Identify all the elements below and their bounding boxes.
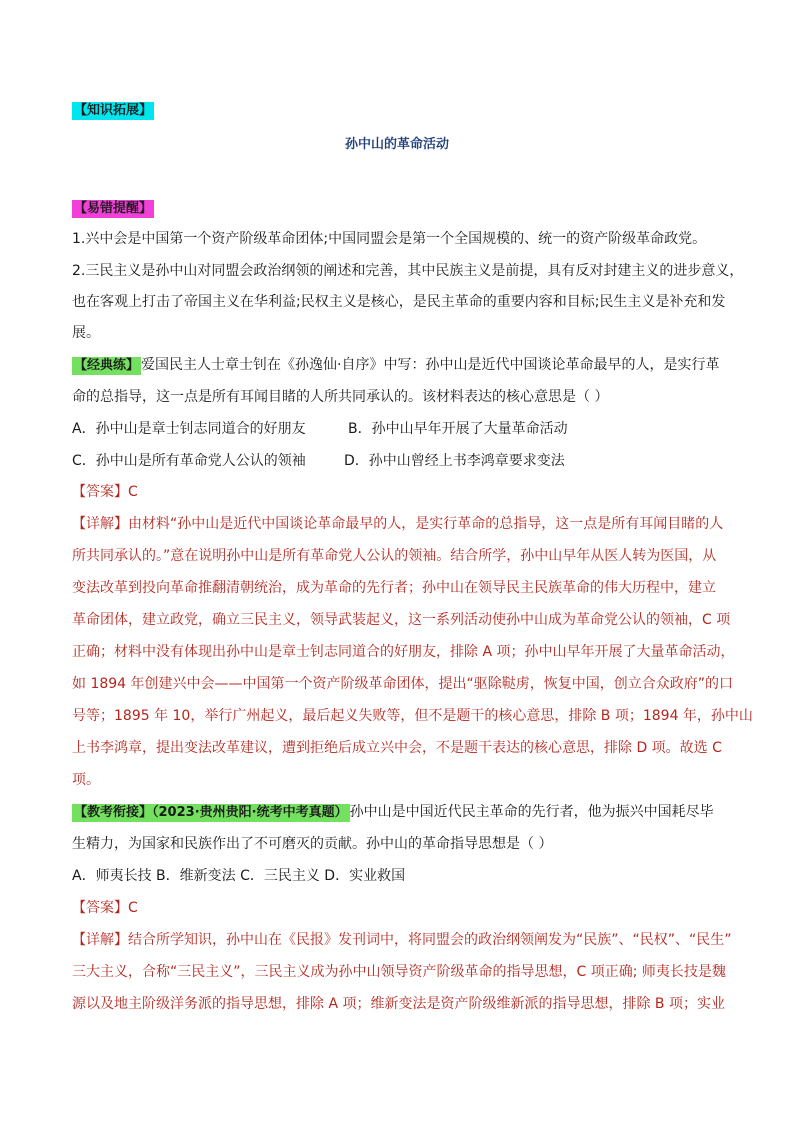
question-2-options: A．师夷长技 B．维新变法 C．三民主义 D．实业救国 bbox=[72, 868, 406, 884]
question-1-detail-line-4: 革命团体，建立政党，确立三民主义，领导武装起义，这一系列活动使孙中山成为革命党公认的领袖，C 项 bbox=[72, 612, 731, 628]
question-1-option-a: A．孙中山是章士钊志同道合的好朋友 bbox=[72, 421, 306, 437]
tip-paragraph-2-line-3: 展。 bbox=[72, 325, 100, 341]
tip-paragraph-2-line-1: 2.三民主义是孙中山对同盟会政治纲领的阐述和完善，其中民族主义是前提，具有反对封建主义的进步意义， bbox=[72, 263, 744, 279]
tip-paragraph-1: 1.兴中会是中国第一个资产阶级革命团体;中国同盟会是第一个全国规模的、统一的资产阶级革命政党。 bbox=[72, 231, 707, 247]
question-1-detail-line-1 bbox=[72, 514, 723, 534]
classic-practice-tag: 【经典练】 bbox=[74, 358, 140, 373]
detail-label: 【详解】 bbox=[72, 932, 128, 948]
error-tips-heading bbox=[72, 198, 154, 218]
question-1-option-c: C．孙中山是所有革命党人公认的领袖 bbox=[72, 453, 306, 469]
teaching-exam-link-tag bbox=[72, 804, 350, 822]
question-1-detail-line-7: 号等；1895 年 10，举行广州起义，最后起义失败等，但不是题干的核心意思，排除 B 项；1894 年，孙中山 bbox=[72, 708, 753, 724]
question-1-answer bbox=[72, 482, 138, 502]
error-tips-tag: 【易错提醒】 bbox=[74, 201, 153, 216]
question-1-detail-line-2: 所共同承认的。”意在说明孙中山是所有革命党人公认的领袖。结合所学，孙中山早年从医人转为医国，从 bbox=[72, 548, 717, 564]
answer-label: 【答案】 bbox=[72, 900, 128, 916]
question-2-detail-line-1 bbox=[72, 930, 732, 950]
question-1-stem-line-2: 命的总指导，这一点是所有耳闻目睹的人所共同承认的。该材料表达的核心意思是（ ） bbox=[72, 389, 609, 405]
question-1-detail-line-9: 项。 bbox=[72, 772, 100, 788]
question-1-detail-line-8: 上书李鸿章，提出变法改革建议，遭到拒绝后成立兴中会，不是题干表达的核心意思，排除 D 项。故选 C bbox=[72, 740, 722, 756]
question-1-detail-line-5: 正确；材料中没有体现出孙中山是章士钊志同道合的好朋友，排除 A 项；孙中山早年开展了大量革命活动， bbox=[72, 644, 735, 660]
answer-value: C bbox=[128, 484, 138, 500]
answer-value: C bbox=[128, 900, 138, 916]
question-2-source: （2023·贵州贵阳·统考中考真题） bbox=[152, 805, 348, 820]
detail-label: 【详解】 bbox=[72, 516, 128, 532]
tip-paragraph-2-line-2: 也在客观上打击了帝国主义在华利益;民权主义是核心，是民主革命的重要内容和目标;民生主义是补充和发 bbox=[72, 294, 726, 310]
detail-text: 结合所学知识，孙中山在《民报》发刊词中，将同盟会的政治纲领阐发为“民族”、“民权”、“民生” bbox=[128, 932, 732, 948]
knowledge-extension-tag: 【知识拓展】 bbox=[74, 103, 153, 118]
question-2-stem-text: 孙中山是中国近代民主革命的先行者，他为振兴中国耗尽毕 bbox=[349, 804, 714, 820]
question-2-detail-line-2: 三大主义，合称“三民主义”，三民主义成为孙中山领导资产阶级革命的指导思想，C 项正确; 师夷长技是魏 bbox=[72, 964, 726, 980]
teaching-exam-link-label: 【教考衔接】 bbox=[74, 805, 153, 820]
question-1-stem-text: 爱国民主人士章士钊在《孙逸仙·自序》中写：孙中山是近代中国谈论革命最早的人，是实行革 bbox=[141, 357, 720, 373]
knowledge-extension-heading bbox=[72, 100, 154, 120]
answer-label: 【答案】 bbox=[72, 484, 128, 500]
question-2-detail-line-3: 源以及地主阶级洋务派的指导思想，排除 A 项；维新变法是资产阶级维新派的指导思想，排除 B 项；实业 bbox=[72, 996, 725, 1012]
detail-text: 由材料“孙中山是近代中国谈论革命最早的人，是实行革命的总指导，这一点是所有耳闻目睹的人 bbox=[128, 516, 724, 532]
question-2-answer bbox=[72, 898, 138, 918]
question-1-option-b: B．孙中山早年开展了大量革命活动 bbox=[348, 421, 568, 437]
question-1-option-d: D．孙中山曾经上书李鸿章要求变法 bbox=[344, 453, 565, 469]
question-1-stem-line-1 bbox=[72, 355, 719, 375]
page-title: 孙中山的革命活动 bbox=[344, 137, 449, 152]
question-1-detail-line-6: 如 1894 年创建兴中会——中国第一个资产阶级革命团体，提出“驱除鞑虏，恢复中国，创立合众政府”的口 bbox=[72, 676, 734, 692]
question-1-detail-line-3: 变法改革到投向革命推翻清朝统治，成为革命的先行者；孙中山在领导民主民族革命的伟大历程中，建立 bbox=[72, 580, 716, 596]
question-2-stem-line-2: 生精力，为国家和民族作出了不可磨灭的贡献。孙中山的革命指导思想是（ ） bbox=[72, 836, 553, 852]
question-2-stem-line-1 bbox=[72, 802, 714, 822]
